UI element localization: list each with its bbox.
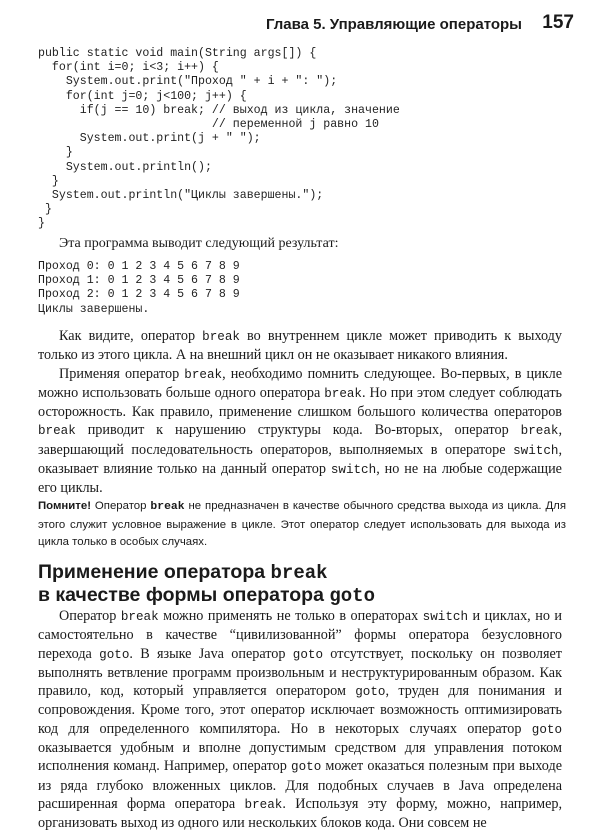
code-inline: goto [99, 647, 130, 662]
note-box: Помните! Оператор break не предназначен в качестве обычного средства выхода из цикла. Для этого служит условное выражение в цикле. Этот оператор следует использовать для выхода из цикла только в особых случаях. [38, 500, 566, 549]
code-inline: break [120, 610, 159, 624]
paragraph: Применяя оператор break, необходимо помнить следующее. Во-первых, в цикле можно использовать больше одного оператора break. Но при этом следует соблюдать осторожность. Как правило, применение слишком большого количества операторов break приводит к нарушению структуры кода. Во-вторых, оператор break, завершающий последовательность операторов, выполняемых в операторе switch, оказывает влияние только на данный оператор switch, но не на любые содержащие его циклы. [38, 365, 562, 497]
code-inline: goto [292, 647, 324, 662]
code-inline: goto [531, 722, 562, 737]
paragraph: Как видите, оператор break во внутреннем цикле может приводить к выходу только из этого цикла. А на внешний цикл он не оказывает никакого влияния. [38, 328, 562, 364]
code-listing: public static void main(String args[]) { for(int i=0; i<3; i++) { System.out.print("Проход " + i + ": "); for(int j=0; j<100; j++) { if(j == 10) break; // выход из цикла, значение // переменной j равно 10 System.out.print(j + " "); } System.out.println(); } System.out.println("Циклы завершены."); } } [38, 47, 400, 231]
code-inline: break [244, 797, 283, 812]
body-text-upper [38, 327, 562, 498]
paragraph: Оператор break можно применять не только в операторах switch и циклах, но и самостоятельно в качестве “цивилизованной” формы оператора безусловного перехода goto. В языке Java оператор goto отсутствует, поскольку он позволяет выполнять ветвление программ произвольным и неструктурированным образом. Как правило, код, который управляется оператором goto, труден для понимания и сопровождения. Кроме того, этот оператор исключает возможность оптимизировать код для определенного компилятора. Но в некоторых случаях оператор goto оказывается удобным и вполне допустимым средством для управления потоком исполнения команд. Например, оператор goto может оказаться полезным при выходе из ряда глубоко вложенных циклов. Для подобных случаев в Java определена расширенная форма оператора break. Используя эту форму, можно, например, организовать выход из одного или нескольких блоков кода. Они совсем не [38, 608, 563, 832]
code-inline: break [184, 367, 223, 382]
result-intro: Эта программа выводит следующий результат: [59, 236, 339, 251]
code-inline: break [324, 386, 362, 401]
code-inline: goto [291, 760, 322, 775]
program-output: Проход 0: 0 1 2 3 4 5 6 7 8 9 Проход 1: 0 1 2 3 4 5 6 7 8 9 Проход 2: 0 1 2 3 4 5 6 7 8 9 Циклы завершены. [38, 260, 240, 316]
page-header [0, 10, 600, 38]
body-text-lower [38, 607, 562, 833]
code-inline: goto [355, 685, 386, 700]
chapter-title: Глава 5. Управляющие операторы [265, 16, 522, 33]
code-inline: break [520, 424, 559, 439]
code-inline: break [150, 501, 185, 513]
code-inline: break [38, 424, 76, 439]
code-inline: switch [330, 463, 377, 478]
code-inline: switch [422, 610, 469, 624]
code-inline: break [202, 330, 240, 344]
note-label: Помните! [38, 500, 92, 512]
code-inline: switch [513, 443, 559, 458]
page-number: 157 [542, 12, 574, 33]
section-heading: Применение оператора break в качестве формы оператора goto [38, 561, 375, 607]
